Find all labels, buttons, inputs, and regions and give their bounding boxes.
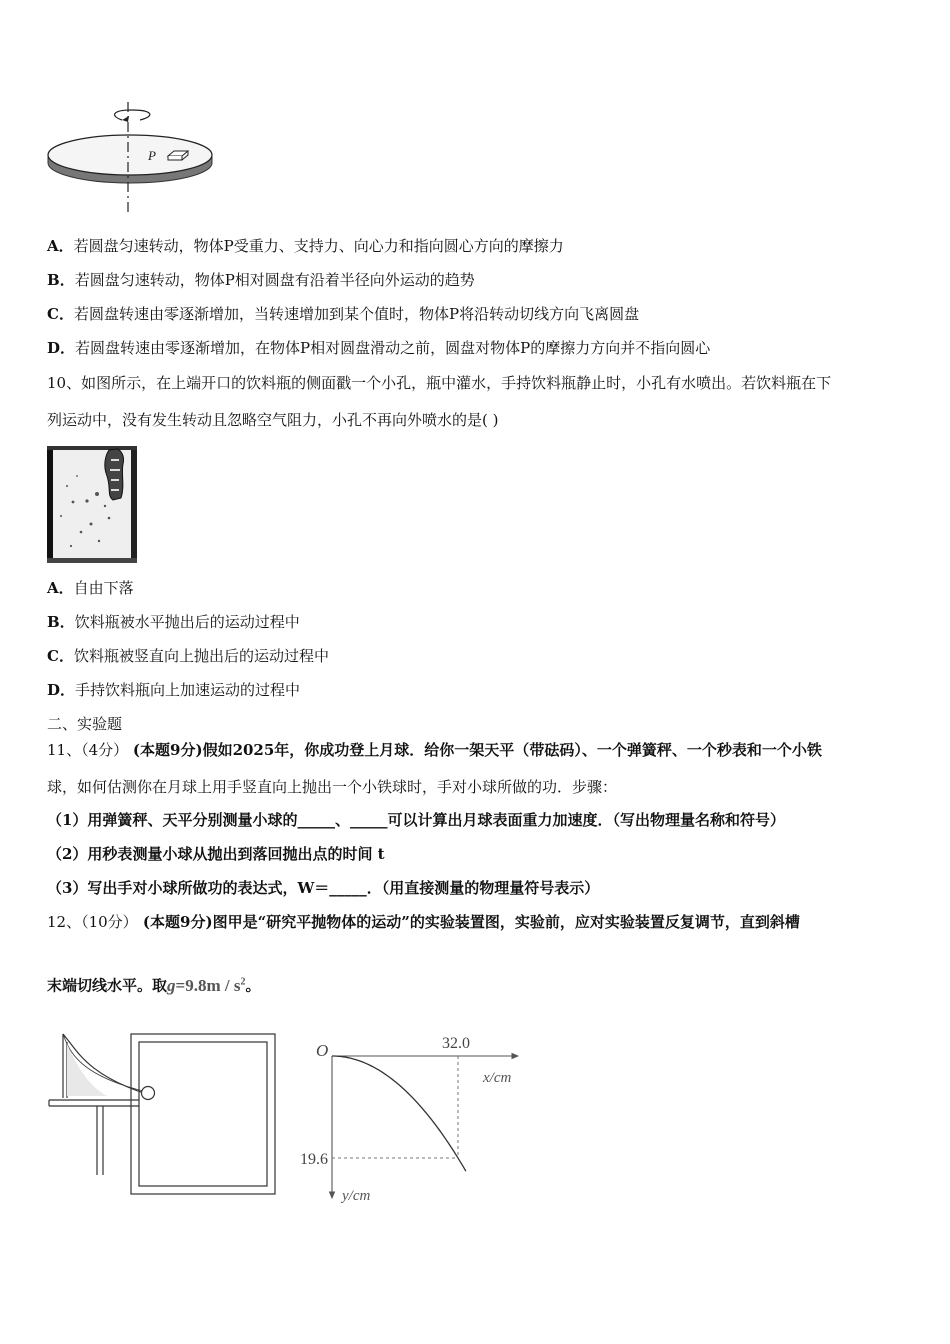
gravity-value: =9.8m / s — [175, 975, 241, 995]
option-text: 饮料瓶被竖直向上抛出后的运动过程中 — [73, 647, 329, 665]
y-tick-label: 19.6 — [300, 1151, 328, 1168]
q10-option-d: D．手持饮料瓶向上加速运动的过程中 — [47, 681, 301, 699]
gravity-symbol: g — [167, 975, 176, 995]
question-number: 12、（10分） — [47, 913, 138, 931]
option-letter: C — [47, 647, 59, 665]
q10-option-b: B．饮料瓶被水平抛出后的运动过程中 — [47, 613, 300, 631]
q11-stem-text: 假如2025年，你成功登上月球．给你一架天平（带砝码）、一个弹簧秤、一个秒表和一个小铁 — [202, 741, 822, 759]
option-letter: C — [47, 305, 59, 323]
rotation-arrow — [115, 110, 150, 120]
option-letter: A — [47, 579, 59, 597]
option-letter: B — [47, 613, 60, 631]
question-tag: (本题9分) — [142, 913, 213, 931]
trajectory-chart — [300, 1030, 530, 1205]
origin-label: O — [316, 1041, 329, 1060]
q10-option-c: C．饮料瓶被竖直向上抛出后的运动过程中 — [47, 647, 329, 665]
q9-option-b: B．若圆盘匀速转动，物体P相对圆盘有沿着半径向外运动的趋势 — [47, 271, 475, 289]
bottle-photo-figure — [47, 446, 137, 563]
q12-stem-line-2 — [47, 972, 260, 996]
q12-stem-text: 图甲是“研究平抛物体的运动”的实验装置图，实验前，应对实验装置反复调节，直到斜槽 — [212, 913, 800, 931]
apparatus-figure — [47, 1030, 282, 1200]
x-tick-label: 32.0 — [442, 1035, 470, 1052]
q10-stem-line-1: 10、如图所示，在上端开口的饮料瓶的侧面戳一个小孔，瓶中灌水，手持饮料瓶静止时，小孔有水喷出。若饮料瓶在下 — [47, 374, 832, 392]
q12-stem-prefix: 末端切线水平。取 — [47, 976, 168, 995]
backboard-outer — [131, 1034, 275, 1194]
q11-step-1: （1）用弹簧秤、天平分别测量小球的_____、_____可以计算出月球表面重力加速度．（写出物理量名称和符号） — [47, 811, 785, 829]
x-axis-label: x/cm — [483, 1070, 512, 1086]
trajectory-curve — [332, 1056, 466, 1171]
q12-stem-suffix: 。 — [245, 976, 261, 995]
option-text: 手持饮料瓶向上加速运动的过程中 — [75, 681, 301, 699]
option-letter: A — [47, 237, 59, 255]
q11-stem-line-1 — [47, 740, 822, 760]
q12-stem-line-1 — [47, 912, 800, 932]
y-axis-label: y/cm — [342, 1188, 371, 1204]
q11-stem-line-2: 球，如何估测你在月球上用手竖直向上抛出一个小铁球时，手对小球所做的功．步骤： — [47, 778, 618, 796]
option-text: 若圆盘转速由零逐渐增加，当转速增加到某个值时，物体P将沿转动切线方向飞离圆盘 — [73, 305, 640, 323]
question-number: 11、（4分） — [47, 741, 129, 759]
object-p-label: P — [148, 148, 156, 163]
question-tag: (本题9分) — [132, 741, 203, 759]
q11-step-3: （3）写出手对小球所做功的表达式，W＝_____．（用直接测量的物理量符号表示） — [47, 879, 600, 897]
q10-stem-line-2: 列运动中，没有发生转动且忽略空气阻力，小孔不再向外喷水的是( ) — [47, 411, 499, 429]
backboard-inner — [139, 1042, 267, 1186]
q9-option-c: C．若圆盘转速由零逐渐增加，当转速增加到某个值时，物体P将沿转动切线方向飞离圆盘 — [47, 305, 640, 323]
q9-option-a: A．若圆盘匀速转动，物体P受重力、支持力、向心力和指向圆心方向的摩擦力 — [47, 237, 564, 255]
q11-step-2: （2）用秒表测量小球从抛出到落回抛出点的时间 t — [47, 845, 385, 863]
option-text: 若圆盘匀速转动，物体P受重力、支持力、向心力和指向圆心方向的摩擦力 — [73, 237, 564, 255]
option-letter: D — [47, 339, 61, 357]
option-letter: B — [47, 271, 60, 289]
ball — [142, 1087, 155, 1100]
option-text: 若圆盘匀速转动，物体P相对圆盘有沿着半径向外运动的趋势 — [74, 271, 475, 289]
gravity-exponent: 2 — [240, 976, 246, 987]
q10-option-a: A．自由下落 — [47, 579, 134, 597]
option-text: 饮料瓶被水平抛出后的运动过程中 — [74, 613, 300, 631]
gravity-formula — [167, 976, 245, 995]
section-title: 二、实验题 — [47, 715, 123, 733]
option-text: 自由下落 — [73, 579, 134, 597]
option-letter: D — [47, 681, 61, 699]
rotating-disk-figure — [40, 98, 220, 218]
option-text: 若圆盘转速由零逐渐增加，在物体P相对圆盘滑动之前，圆盘对物体P的摩擦力方向并不指向圆心 — [75, 339, 711, 357]
q9-option-d: D．若圆盘转速由零逐渐增加，在物体P相对圆盘滑动之前，圆盘对物体P的摩擦力方向并不指向圆心 — [47, 339, 711, 357]
